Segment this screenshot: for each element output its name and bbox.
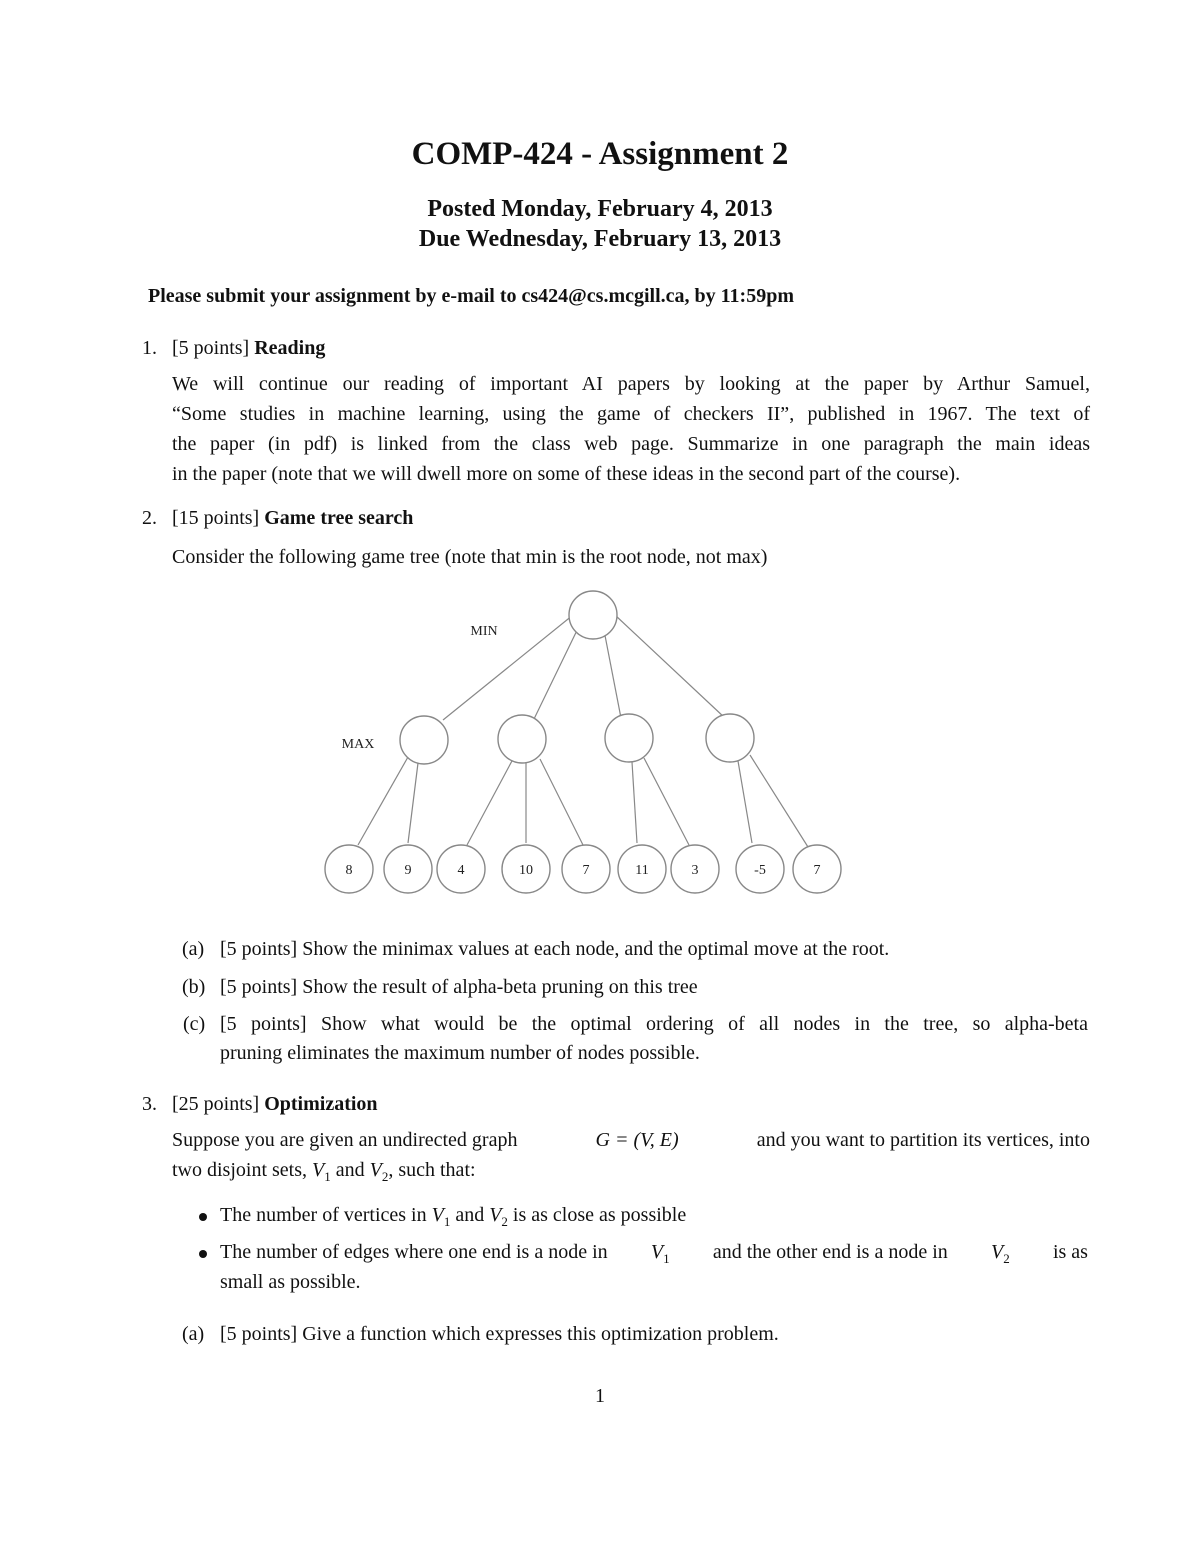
posted-date: Posted Monday, February 4, 2013 [427,196,773,222]
q3-intro-text-1: Suppose you are given an undirected graph [172,1129,518,1151]
q1-line-2: “Some studies in machine learning, using the game of checkers II”, published in 1967. The text of [172,403,1090,425]
bullet-dot-1 [199,1213,207,1221]
q2-intro: Consider the following game tree (note that min is the root node, not max) [172,546,768,568]
q3-title: Optimization [264,1093,378,1115]
q3-bullet-2-line-1: The number of edges where one end is a node in $V_1$ and the other end is a node in $V_2$ is as [220,1241,1088,1266]
q3-bullet2-v2: $V_2$ [991,1241,1010,1266]
edge-max3-leaf6 [632,762,637,843]
q2-points: [15 points] [172,507,260,529]
q2-part-a-text: [5 points] Show the minimax values at each node, and the optimal move at the root. [220,938,890,960]
q3-bullet-2-line-2: small as possible. [220,1271,361,1293]
max-label: MAX [341,737,375,752]
q3-intro-line-2 [172,1159,476,1185]
q3-intro-text-2: and you want to partition its vertices, into [756,1129,1090,1151]
edge-max4-leaf8 [738,761,752,843]
q3-intro-text-4: and [335,1159,365,1181]
q1-line-1: We will continue our reading of important AI papers by looking at the paper by Arthur Samuel, [172,373,1090,395]
edge-max4-leaf9 [750,755,808,847]
q2-part-c-line-1: [5 points] Show what would be the optimal ordering of all nodes in the tree, so alpha-beta [220,1013,1088,1035]
q3-bullet-1: The number of vertices in $V_1$ and $V_2$ is as close as possible [220,1204,687,1229]
leaf-value-5: 7 [582,863,590,878]
q3-bullet2-v1: $V_1$ [650,1241,670,1266]
edge-max1-leaf1 [358,757,408,845]
q3-intro-text-5: , such that: [388,1159,476,1181]
q1-heading [172,337,325,360]
max-node-2 [498,715,546,763]
q3-intro-line-1 [172,1129,1090,1152]
leaf-value-6: 11 [635,863,649,878]
q2-heading [172,507,413,530]
edge-root-max1 [443,615,573,720]
q2-title: Game tree search [264,507,414,529]
submission-note: Please submit your assignment by e-mail to cs424@cs.mcgill.ca, by 11:59pm [148,285,794,307]
q1-line-4: in the paper (note that we will dwell more on some of these ideas in the second part of the course). [172,463,961,485]
leaf-value-1: 8 [345,863,353,878]
q2-number: 2. [142,507,157,529]
game-tree-diagram [320,585,860,905]
q1-number: 1. [142,337,157,359]
edge-root-max4 [615,615,725,718]
q2-part-b-label: (b) [182,976,206,998]
page-number: 1 [595,1385,605,1407]
leaf-value-7: 3 [691,863,699,878]
q3-bullet1-v2: $V_2$ [489,1204,508,1229]
max-node-1 [400,716,448,764]
edge-max2-leaf3 [467,759,513,845]
q3-bullet1-v1: $V_1$ [431,1204,451,1229]
edge-max2-leaf5 [540,759,583,845]
leaf-value-2: 9 [404,863,412,878]
bullet-dot-2 [199,1250,207,1258]
q3-v1: $V_1$ [312,1159,331,1184]
q3-part-a-text: [5 points] Give a function which expresses this optimization problem. [220,1323,779,1345]
q3-v2: $V_2$ [369,1159,389,1184]
q1-line-3: the paper (in pdf) is linked from the class web page. Summarize in one paragraph the main ideas [172,433,1090,455]
max-node-3 [605,714,653,762]
q3-points: [25 points] [172,1093,260,1115]
leaf-value-8: -5 [754,863,766,878]
max-node-4 [706,714,754,762]
q3-number: 3. [142,1093,157,1115]
q3-intro-text-3: two disjoint sets, [172,1159,308,1181]
q3-heading [172,1093,378,1116]
page-title: COMP-424 - Assignment 2 [411,136,789,172]
q1-points: [5 points] [172,337,250,359]
q3-graph-notation: G = (V, E) [595,1129,679,1151]
q3-part-a-label: (a) [182,1323,205,1345]
q2-part-c-label: (c) [183,1013,206,1035]
leaf-value-9: 7 [813,863,821,878]
edge-max3-leaf7 [644,758,689,845]
due-date: Due Wednesday, February 13, 2013 [418,226,782,252]
root-min-node [569,591,617,639]
min-label: MIN [470,624,498,639]
q2-part-a-label: (a) [182,938,205,960]
leaf-value-4: 10 [519,863,533,878]
edge-max1-leaf2 [408,763,418,843]
edge-root-max2 [534,618,583,719]
leaf-value-3: 4 [457,863,465,878]
q2-part-c-line-2: pruning eliminates the maximum number of nodes possible. [220,1042,700,1064]
q2-part-b-text: [5 points] Show the result of alpha-beta pruning on this tree [220,976,698,998]
q1-title: Reading [254,337,326,359]
